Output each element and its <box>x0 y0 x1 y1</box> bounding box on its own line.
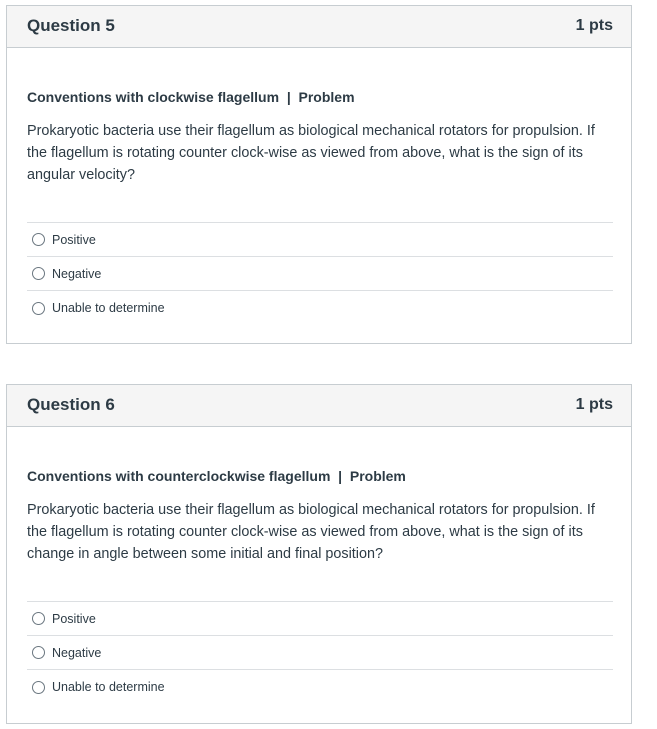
question-points: 1 pts <box>575 396 613 413</box>
answer-label[interactable]: Negative <box>52 645 102 660</box>
question-card-5 <box>6 5 632 344</box>
answer-option-positive[interactable] <box>27 602 613 636</box>
answer-label[interactable]: Negative <box>52 266 102 281</box>
answer-label[interactable]: Positive <box>52 232 96 247</box>
question-header <box>7 385 631 427</box>
answer-option-negative[interactable] <box>27 257 613 291</box>
question-body <box>27 427 613 704</box>
radio-button[interactable] <box>32 233 45 246</box>
question-heading: Conventions with clockwise flagellum | Problem <box>27 89 355 105</box>
question-header <box>7 6 631 48</box>
question-body <box>27 48 613 325</box>
radio-button[interactable] <box>32 302 45 315</box>
question-card-6 <box>6 384 632 724</box>
answer-option-unable[interactable] <box>27 670 613 704</box>
radio-button[interactable] <box>32 646 45 659</box>
question-title: Question 5 <box>27 16 115 35</box>
radio-button[interactable] <box>32 681 45 694</box>
radio-button[interactable] <box>32 267 45 280</box>
answer-label[interactable]: Positive <box>52 611 96 626</box>
answer-list <box>27 601 613 704</box>
answer-label[interactable]: Unable to determine <box>52 680 165 694</box>
question-title: Question 6 <box>27 395 115 414</box>
radio-button[interactable] <box>32 612 45 625</box>
answer-label[interactable]: Unable to determine <box>52 301 165 315</box>
question-text: Prokaryotic bacteria use their flagellum as biological mechanical rotators for propulsion. If the flagellum is rotating counter clock-wise as viewed from above, what is the sign of its change in angle between some initial and final position? <box>27 502 595 562</box>
answer-option-positive[interactable] <box>27 223 613 257</box>
answer-list <box>27 222 613 325</box>
question-text: Prokaryotic bacteria use their flagellum as biological mechanical rotators for propulsion. If the flagellum is rotating counter clock-wise as viewed from above, what is the sign of its angular velocity? <box>27 123 595 183</box>
answer-option-negative[interactable] <box>27 636 613 670</box>
answer-option-unable[interactable] <box>27 291 613 325</box>
question-points: 1 pts <box>575 17 613 34</box>
question-heading: Conventions with counterclockwise flagellum | Problem <box>27 468 406 484</box>
